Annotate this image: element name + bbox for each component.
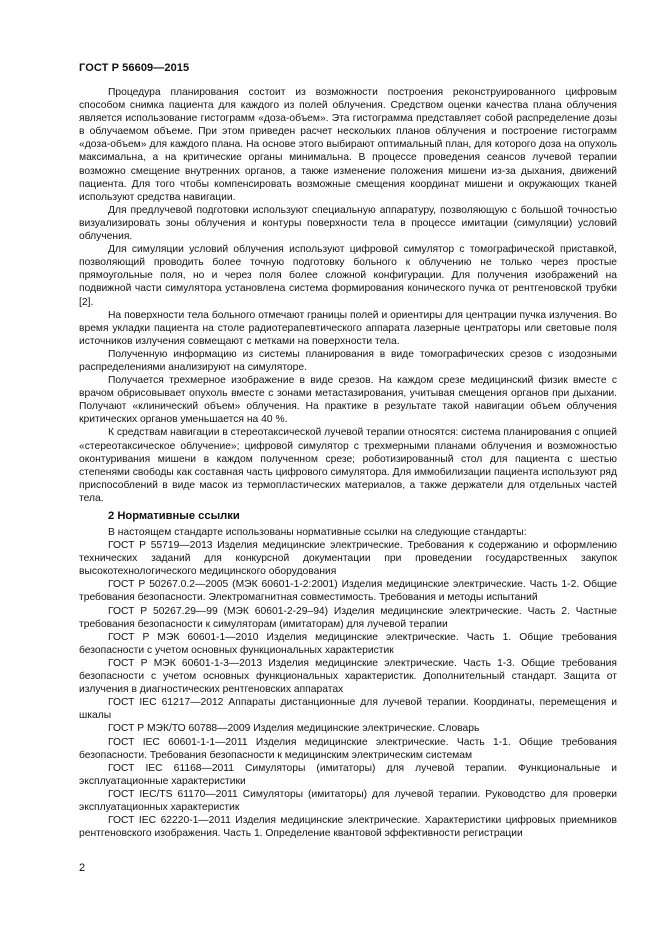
reference-item: ГОСТ Р МЭК 60601-1—2010 Изделия медицинские электрические. Часть 1. Общие требования безопасности с учетом основных функциональных характеристик bbox=[79, 631, 617, 656]
reference-item: ГОСТ IEC 62220-1—2011 Изделия медицинские электрические. Характеристики цифровых приемников рентгеновского изображения. Часть 1. Определение квантовой эффективности регистрации bbox=[79, 815, 617, 840]
reference-item: ГОСТ Р 50267.0.2—2005 (МЭК 60601-1-2:2001) Изделия медицинские электрические. Часть 1-2. Общие требования безопасности. Электромагнитная совместимость. Требования и методы испытаний bbox=[79, 579, 617, 604]
reference-item: ГОСТ Р МЭК/ТО 60788—2009 Изделия медицинские электрические. Словарь bbox=[108, 723, 480, 735]
paragraph: На поверхности тела больного отмечают границы полей и ориентиры для центрации пучка излучения. Во время укладки пациента на столе радиотерапевтического аппарата лазерные центраторы или световые поля источников излучения совмещают с метками на поверхности тела. bbox=[79, 309, 617, 347]
section-heading: 2 Нормативные ссылки bbox=[108, 510, 240, 522]
reference-item: ГОСТ IEC/TS 61170—2011 Симуляторы (имитаторы) для лучевой терапии. Руководство для проверки эксплуатационных характеристик bbox=[79, 788, 617, 813]
document-header: ГОСТ Р 56609—2015 bbox=[79, 62, 190, 74]
paragraph: К средствам навигации в стереотаксической лучевой терапии относятся: система планирования с опцией «стереотаксическое облучение»; цифровой симулятор с трехмерными планами облучения и возможностью оконтуривания мишени в каждом полученном срезе; роботизированный стол для пациента с шестью степенями свободы как составная часть цифрового симулятора. Для иммобилизации пациента используют ряд приспособлений в виде масок из термопластических материалов, а также держатели для отдельных частей тела. bbox=[79, 427, 617, 504]
reference-item: ГОСТ Р 50267.29—99 (МЭК 60601-2-29–94) Изделия медицинские электрические. Часть 2. Частные требования безопасности к симуляторам (имитаторам) для лучевой терапии bbox=[79, 605, 617, 630]
paragraph: Полученную информацию из системы планирования в виде томографических срезов с изодозными распределениями анализируют на симуляторе. bbox=[79, 348, 617, 373]
reference-item: ГОСТ Р МЭК 60601-1-3—2013 Изделия медицинские электрические. Часть 1-3. Общие требования безопасности с учетом основных функциональных характеристик. Дополнительный стандарт. Защита от излучения в диагностических рентгеновских аппаратах bbox=[79, 657, 617, 696]
page-number: 2 bbox=[79, 862, 86, 874]
paragraph: Получается трехмерное изображение в виде срезов. На каждом срезе медицинский физик вместе с врачом обрисовывает опухоль вместе с зонами метастазирования, учитывая смещения органов при дыхании. Получают «клинический объем» облучения. На практике в результате такой навигации объем облучения критических органов уменьшается на 40 %. bbox=[79, 375, 617, 426]
reference-item: ГОСТ Р 55719—2013 Изделия медицинские электрические. Требования к содержанию и оформлению технических заданий для конкурсной документации при проведении государственных закупок высокотехнологического медицинского оборудования bbox=[79, 540, 617, 578]
paragraph: Процедура планирования состоит из возможности построения реконструированного цифровым способом снимка пациента для каждого из полей облучения. Средством оценки качества плана облучения является использование гистограмм «доза-объем». Эта гистограмма представляет собой распределение дозы в облучаемом объеме. При этом приведен расчет нескольких планов облучения и построение гистограмм «доза-объем» для каждого плана. На основе этого выбирают оптимальный план, для которого доза на опухоль максимальна, а на критические органы минимальна. В процессе проведения сеансов лучевой терапии возможно смещение внутренних органов, а также изменение положения мишени из-за дыхания, движений пациента. Для того чтобы компенсировать возможные смещения координат мишени и окружающих тканей используют средства навигации. bbox=[79, 87, 617, 203]
paragraph: Для симуляции условий облучения используют цифровой симулятор с томографической приставкой, позволяющий проводить более точную подготовку больного к облучению не только через простые прямоугольные поля, но и через поля более сложной конфигурации. Для получения изображений на подвижной части симулятора установлена система формирования конического пучка от рентгеновской трубки [2]. bbox=[79, 244, 617, 308]
reference-item: ГОСТ IEC 61217—2012 Аппараты дистанционные для лучевой терапии. Координаты, перемещения и шкалы bbox=[79, 697, 617, 722]
reference-item: ГОСТ IEC 60601-1-1—2011 Изделия медицинские электрические. Часть 1-1. Общие требования безопасности. Требования безопасности к медицинским электрическим системам bbox=[79, 736, 617, 761]
paragraph: Для предлучевой подготовки используют специальную аппаратуру, позволяющую с большой точностью визуализировать зоны облучения и контуры поверхности тела в процессе имитации (симуляции) условий облучения. bbox=[79, 204, 617, 243]
references-intro: В настоящем стандарте использованы нормативные ссылки на следующие стандарты: bbox=[108, 527, 527, 538]
document-body bbox=[79, 86, 617, 840]
reference-item: ГОСТ IEC 61168—2011 Симуляторы (имитаторы) для лучевой терапии. Функциональные и эксплуатационные характеристики bbox=[79, 762, 617, 787]
